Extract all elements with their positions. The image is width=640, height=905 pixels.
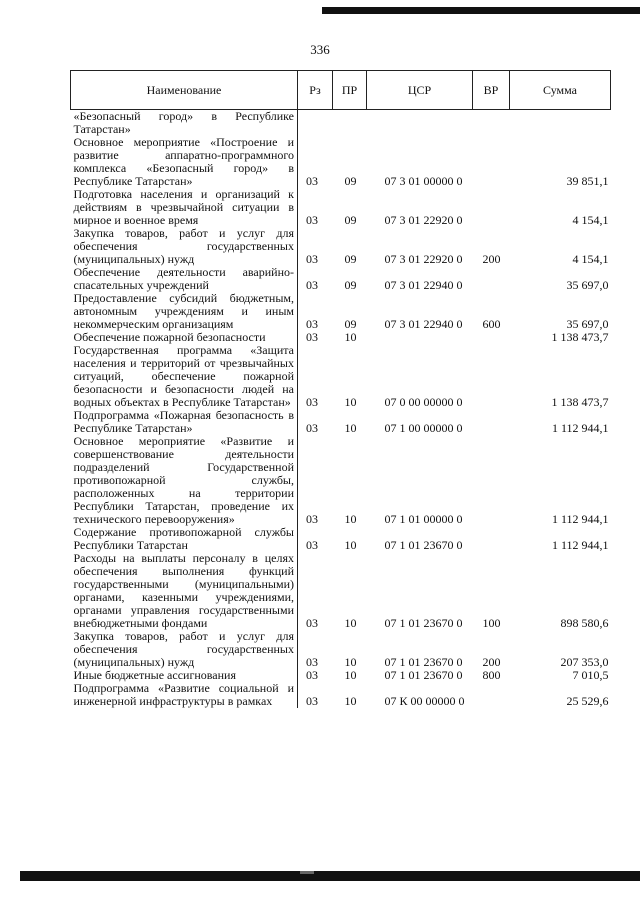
cell-sum: 4 154,1 — [572, 252, 609, 266]
table-row — [71, 136, 611, 188]
cell-pr: 10 — [344, 668, 357, 682]
cell-csr: 07 1 01 23670 0 — [384, 538, 463, 552]
scan-edge-top — [322, 7, 640, 14]
cell-pr: 09 — [344, 278, 357, 292]
cell-name: Подпрограмма «Развитие социальной и инженерной инфраструктуры в рамках — [71, 682, 298, 708]
table-row — [71, 227, 611, 266]
cell-name: Подпрограмма «Пожарная безопасность в Республике Татарстан» — [71, 409, 298, 435]
cell-vr — [473, 526, 510, 552]
cell-csr: 07 К 00 00000 0 — [384, 694, 465, 708]
cell-vr: 200 — [482, 252, 501, 266]
table-row — [71, 552, 611, 630]
cell-csr: 07 3 01 00000 0 — [384, 174, 463, 188]
cell-pr: 09 — [344, 174, 357, 188]
cell-name: Иные бюджетные ассигнования — [71, 669, 298, 682]
cell-vr — [473, 435, 510, 526]
table-body — [71, 110, 611, 709]
cell-pr — [333, 110, 367, 137]
page-number: 336 — [310, 42, 330, 57]
cell-rz: 03 — [306, 616, 318, 630]
cell-vr: 100 — [482, 616, 501, 630]
cell-name: Закупка товаров, работ и услуг для обеспечения государственных (муниципальных) нужд — [71, 630, 298, 669]
cell-rz: 03 — [306, 330, 318, 344]
cell-name: Подготовка населения и организаций к действиям в чрезвычайной ситуации в мирное и военное время — [71, 188, 298, 227]
cell-sum: 35 697,0 — [566, 278, 609, 292]
table-row — [71, 110, 611, 137]
cell-rz: 03 — [306, 395, 318, 409]
table-row — [71, 292, 611, 331]
table-row — [71, 344, 611, 409]
cell-csr: 07 3 01 22920 0 — [384, 252, 463, 266]
cell-vr — [473, 344, 510, 409]
cell-name: Основное мероприятие «Развитие и совершенствование деятельности подразделений Государственной противопожарной службы, расположенных на территории Республики Татарстан, проведение их технического перевооружения» — [71, 435, 298, 526]
cell-rz: 03 — [306, 317, 318, 331]
cell-sum: 1 112 944,1 — [551, 421, 609, 435]
cell-vr — [473, 188, 510, 227]
cell-name: Расходы на выплаты персоналу в целях обеспечения выполнения функций государственными (муниципальными) органами, казенными учреждениями, органами управления государственными внебюджетными фондами — [71, 552, 298, 630]
cell-csr: 07 1 01 00000 0 — [384, 512, 463, 526]
cell-sum: 25 529,6 — [566, 694, 609, 708]
cell-name: Предоставление субсидий бюджетным, автономным учреждениям и иным некоммерческим организациям — [71, 292, 298, 331]
cell-csr: 07 1 01 23670 0 — [384, 668, 463, 682]
cell-pr: 10 — [344, 694, 357, 708]
cell-csr: 07 3 01 22920 0 — [384, 213, 463, 227]
cell-sum: 1 112 944,1 — [551, 512, 609, 526]
cell-rz: 03 — [306, 174, 318, 188]
cell-pr: 09 — [344, 213, 357, 227]
table-row — [71, 526, 611, 552]
cell-vr — [473, 136, 510, 188]
budget-table — [70, 70, 611, 708]
column-header-sum: Сумма — [510, 71, 611, 110]
cell-pr: 10 — [344, 655, 357, 669]
cell-sum: 1 138 473,7 — [551, 395, 609, 409]
cell-vr — [473, 682, 510, 708]
cell-name: Обеспечение пожарной безопасности — [71, 331, 298, 344]
cell-name: Основное мероприятие «Построение и развитие аппаратно-программного комплекса «Безопасный город» в Республике Татарстан» — [71, 136, 298, 188]
cell-pr: 10 — [344, 330, 357, 344]
cell-csr: 07 3 01 22940 0 — [384, 278, 463, 292]
cell-sum: 39 851,1 — [566, 174, 609, 188]
cell-vr: 800 — [482, 668, 501, 682]
cell-rz: 03 — [306, 421, 318, 435]
cell-vr — [473, 266, 510, 292]
cell-csr: 07 1 01 23670 0 — [384, 616, 463, 630]
scan-edge-bottom — [20, 871, 640, 881]
table-header-row — [71, 71, 611, 110]
cell-csr: 07 3 01 22940 0 — [384, 317, 463, 331]
column-header-name: Наименование — [71, 71, 298, 110]
cell-vr: 200 — [482, 655, 501, 669]
cell-rz: 03 — [306, 252, 318, 266]
cell-rz: 03 — [306, 512, 318, 526]
column-header-pr: ПР — [333, 71, 367, 110]
cell-vr — [473, 409, 510, 435]
cell-sum: 7 010,5 — [572, 668, 609, 682]
cell-csr: 07 1 01 23670 0 — [384, 655, 463, 669]
cell-name: Обеспечение деятельности аварийно-спасательных учреждений — [71, 266, 298, 292]
cell-csr: 07 0 00 00000 0 — [384, 395, 463, 409]
cell-pr: 09 — [344, 317, 357, 331]
cell-rz: 03 — [306, 278, 318, 292]
column-header-vr: ВР — [473, 71, 510, 110]
cell-csr — [367, 331, 473, 344]
cell-sum: 207 353,0 — [560, 655, 609, 669]
cell-vr — [473, 110, 510, 137]
column-header-csr: ЦСР — [367, 71, 473, 110]
table-row — [71, 409, 611, 435]
cell-rz: 03 — [306, 213, 318, 227]
cell-pr: 09 — [344, 252, 357, 266]
cell-sum: 898 580,6 — [560, 616, 609, 630]
cell-vr — [473, 331, 510, 344]
cell-pr: 10 — [344, 512, 357, 526]
cell-sum: 35 697,0 — [566, 317, 609, 331]
table-row — [71, 682, 611, 708]
cell-vr: 600 — [482, 317, 501, 331]
cell-rz: 03 — [306, 668, 318, 682]
cell-name: «Безопасный город» в Республике Татарстан» — [71, 110, 298, 137]
cell-sum: 1 138 473,7 — [551, 330, 609, 344]
scan-edge-mark — [300, 871, 314, 874]
cell-sum: 4 154,1 — [572, 213, 609, 227]
cell-rz: 03 — [306, 655, 318, 669]
cell-name: Государственная программа «Защита населения и территорий от чрезвычайных ситуаций, обеспечение пожарной безопасности и безопасности людей на водных объектах в Республике Татарстан» — [71, 344, 298, 409]
cell-rz — [298, 110, 333, 137]
table-row — [71, 188, 611, 227]
table-row — [71, 435, 611, 526]
cell-pr: 10 — [344, 421, 357, 435]
table-row — [71, 266, 611, 292]
table-row — [71, 630, 611, 669]
cell-name: Содержание противопожарной службы Республики Татарстан — [71, 526, 298, 552]
cell-sum: 1 112 944,1 — [551, 538, 609, 552]
cell-pr: 10 — [344, 616, 357, 630]
cell-name: Закупка товаров, работ и услуг для обеспечения государственных (муниципальных) нужд — [71, 227, 298, 266]
cell-pr: 10 — [344, 538, 357, 552]
column-header-rz: Рз — [298, 71, 333, 110]
cell-csr: 07 1 00 00000 0 — [384, 421, 463, 435]
cell-csr — [367, 110, 473, 137]
cell-sum — [510, 110, 611, 137]
cell-pr: 10 — [344, 395, 357, 409]
cell-rz: 03 — [306, 538, 318, 552]
cell-rz: 03 — [306, 694, 318, 708]
